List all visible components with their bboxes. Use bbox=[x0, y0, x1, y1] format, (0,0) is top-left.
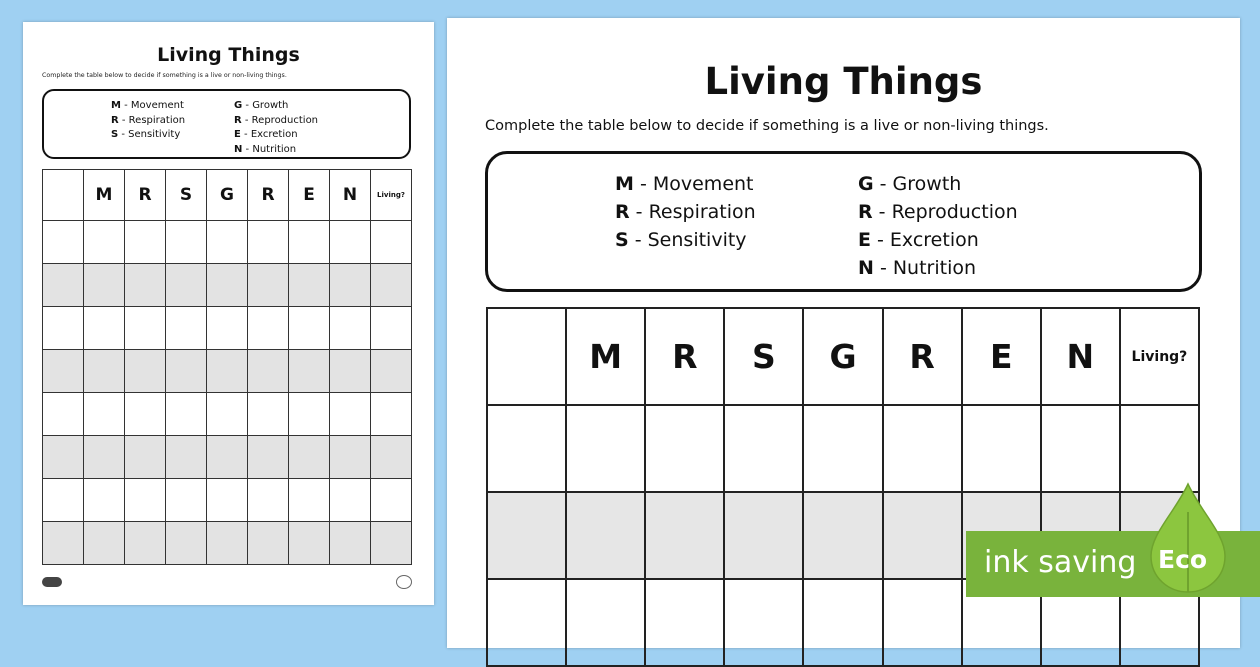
key-item: G - Growth bbox=[234, 100, 289, 111]
table-row bbox=[43, 522, 412, 565]
table-row bbox=[43, 221, 412, 264]
eco-badge-label: Eco bbox=[1158, 545, 1208, 574]
thumbnail-key-right bbox=[234, 99, 318, 157]
column-header: G bbox=[803, 308, 882, 405]
key-item: E - Excretion bbox=[858, 229, 979, 251]
key-item: E - Excretion bbox=[234, 129, 298, 140]
thumbnail-key-left bbox=[111, 99, 185, 143]
key-item: R - Reproduction bbox=[858, 201, 1018, 223]
page-title: Living Things bbox=[704, 60, 983, 103]
table-row bbox=[43, 307, 412, 350]
column-header bbox=[43, 170, 84, 221]
thumbnail-table bbox=[42, 169, 412, 565]
thumbnail-key-box bbox=[42, 89, 411, 159]
table-header-row bbox=[43, 170, 412, 221]
thumbnail-page[interactable] bbox=[23, 22, 434, 605]
column-header: S bbox=[724, 308, 803, 405]
key-left-column bbox=[615, 170, 756, 254]
column-header: E bbox=[962, 308, 1041, 405]
column-header: R bbox=[125, 170, 166, 221]
table-row bbox=[43, 350, 412, 393]
column-header: M bbox=[566, 308, 645, 405]
key-item: N - Nutrition bbox=[858, 257, 977, 279]
column-header bbox=[487, 308, 566, 405]
column-header: S bbox=[166, 170, 207, 221]
column-header: G bbox=[207, 170, 248, 221]
key-item: M - Movement bbox=[615, 173, 754, 195]
column-header: E bbox=[289, 170, 330, 221]
key-item: G - Growth bbox=[858, 173, 962, 195]
column-header: M bbox=[84, 170, 125, 221]
key-item: S - Sensitivity bbox=[615, 229, 747, 251]
column-header: R bbox=[248, 170, 289, 221]
key-item: S - Sensitivity bbox=[111, 129, 181, 140]
instructions: Complete the table below to decide if something is a live or non-living things. bbox=[485, 118, 1049, 134]
ink-saving-label: ink saving bbox=[984, 545, 1137, 580]
column-header-living: Living? bbox=[371, 170, 412, 221]
key-item: M - Movement bbox=[111, 100, 184, 111]
column-header-living: Living? bbox=[1120, 308, 1199, 405]
thumbnail-title: Living Things bbox=[157, 44, 300, 66]
thumbnail-instructions: Complete the table below to decide if something is a live or non-living things. bbox=[42, 72, 287, 79]
key-item: N - Nutrition bbox=[234, 143, 297, 155]
publisher-logo-icon bbox=[42, 577, 62, 587]
column-header: R bbox=[883, 308, 962, 405]
key-item: R - Respiration bbox=[615, 201, 756, 223]
table-row bbox=[487, 405, 1199, 492]
table-row bbox=[43, 479, 412, 522]
column-header: N bbox=[1041, 308, 1120, 405]
table-header-row bbox=[487, 308, 1199, 405]
table-row bbox=[43, 436, 412, 479]
key-item: R - Reproduction bbox=[234, 114, 319, 126]
key-box bbox=[485, 151, 1202, 292]
column-header: R bbox=[645, 308, 724, 405]
column-header: N bbox=[330, 170, 371, 221]
table-row bbox=[43, 264, 412, 307]
eco-leaf-icon bbox=[1145, 482, 1231, 594]
badge-icon bbox=[396, 575, 412, 589]
living-things-table bbox=[486, 307, 1200, 667]
key-item: R - Respiration bbox=[111, 114, 186, 126]
table-row bbox=[43, 393, 412, 436]
key-right-column bbox=[858, 170, 1018, 282]
